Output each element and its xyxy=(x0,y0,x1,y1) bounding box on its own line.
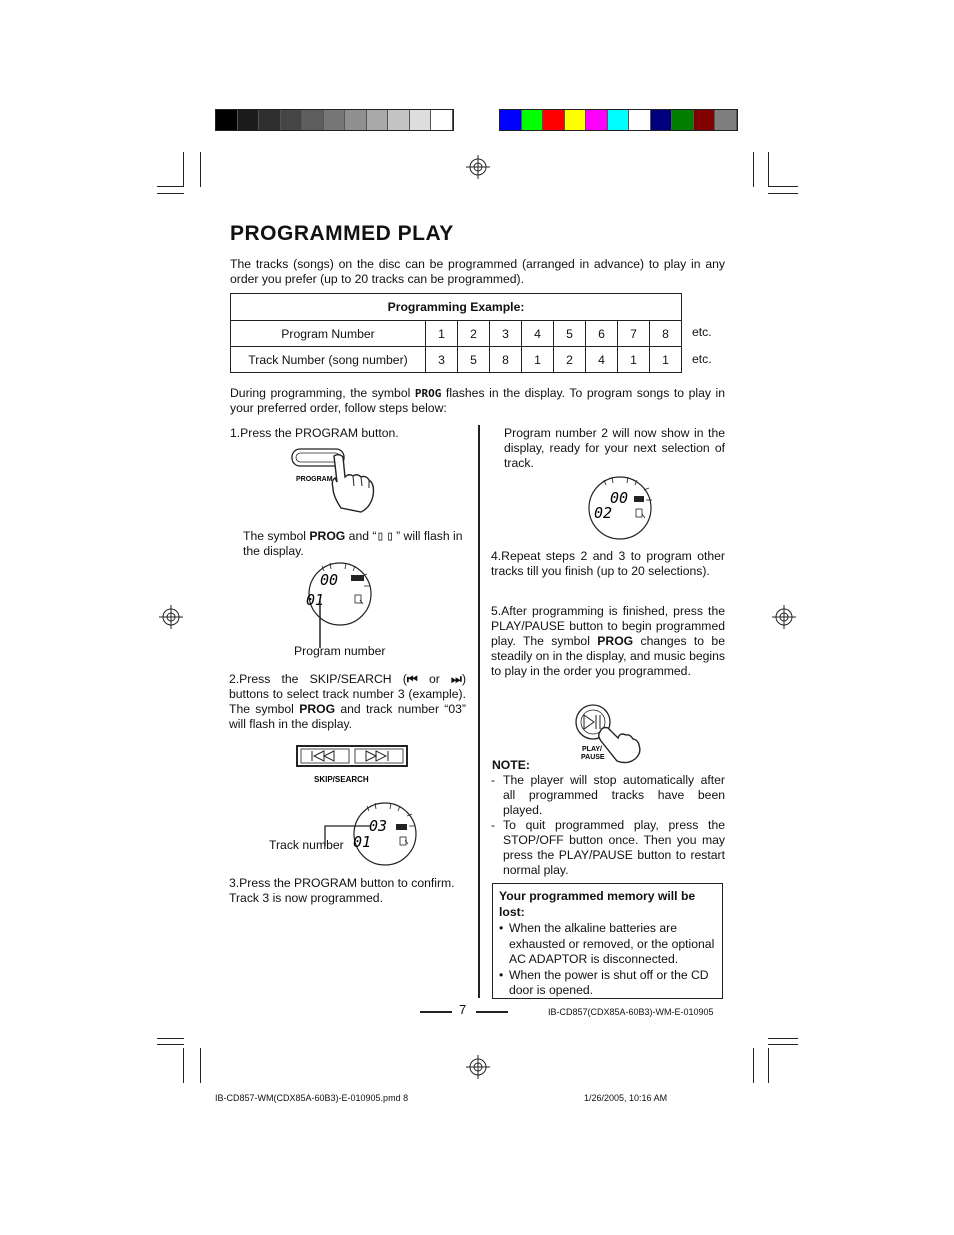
note-title: NOTE: xyxy=(492,758,530,772)
table-cell: 4 xyxy=(586,347,618,373)
color-swatch xyxy=(715,110,737,130)
table-cell: 2 xyxy=(554,347,586,373)
play-label-line2: PAUSE xyxy=(581,754,605,761)
table-cell: 2 xyxy=(458,321,490,347)
table-cell: 5 xyxy=(458,347,490,373)
lcd-display-1 xyxy=(300,560,380,630)
table-cell: 1 xyxy=(618,347,650,373)
right-intro: Program number 2 will now show in the display, ready for your next selection of track. xyxy=(504,426,725,470)
blank-digits-symbol: ▯▯ xyxy=(376,529,397,544)
color-swatch xyxy=(672,110,694,130)
color-swatch xyxy=(522,110,544,130)
table-cell: 1 xyxy=(522,347,554,373)
table-cell: 5 xyxy=(554,321,586,347)
gray-swatch xyxy=(345,110,367,130)
gray-swatch xyxy=(238,110,260,130)
registration-mark-bottom xyxy=(466,1055,490,1079)
grayscale-calibration-bar xyxy=(215,109,454,131)
doc-code: IB-CD857(CDX85A-60B3)-WM-E-010905 xyxy=(548,1007,714,1017)
table-cell: 8 xyxy=(650,321,682,347)
pointing-hand-icon xyxy=(599,728,640,763)
table-cell: 4 xyxy=(522,321,554,347)
lcd3-top-digits: 00 xyxy=(610,489,629,507)
prog-symbol: PROG xyxy=(414,387,442,400)
skip-back-icon: ⏮ xyxy=(406,672,418,686)
gray-swatch xyxy=(216,110,238,130)
color-swatch xyxy=(629,110,651,130)
registration-mark-right xyxy=(772,605,796,629)
color-swatch xyxy=(500,110,522,130)
table-cell: 3 xyxy=(490,321,522,347)
step-3: 3.Press the PROGRAM button to confirm. Track 3 is now programmed. xyxy=(229,876,455,905)
gray-swatch xyxy=(388,110,410,130)
skip-forward-icon: ⏭ xyxy=(450,672,462,686)
program-button-label: PROGRAM xyxy=(296,476,333,483)
table-cell: 1 xyxy=(650,347,682,373)
footer-filename: IB-CD857-WM(CDX85A-60B3)-E-010905.pmd 8 xyxy=(215,1093,409,1103)
color-swatch xyxy=(651,110,673,130)
gray-swatch xyxy=(259,110,281,130)
gray-swatch xyxy=(431,110,453,130)
row-label-program-number: Program Number xyxy=(231,321,426,347)
step-5: 5.After programming is finished, press the PLAY/PAUSE button to begin programmed play. The symbol PROG changes to be steadily on in the display, and music begins to play in the order you programmed. xyxy=(491,604,725,678)
table-cell: 3 xyxy=(426,347,458,373)
lcd-display-3 xyxy=(582,474,662,544)
note-item-2: - To quit programmed play, press the STOP/OFF button once. Then you may press the PLAY/PAUSE button to restart normal play. xyxy=(491,818,725,877)
memory-item-2: • When the power is shut off or the CD door is opened. xyxy=(499,968,717,999)
symbol-note: The symbol PROG and “▯▯” will flash in the display. xyxy=(243,529,463,558)
etc-row1: etc. xyxy=(692,325,712,339)
column-divider xyxy=(478,425,480,998)
etc-row2: etc. xyxy=(692,352,712,366)
intro-paragraph: The tracks (songs) on the disc can be programmed (arranged in advance) to play in any order you prefer (up to 20 tracks can be programmed). xyxy=(230,257,725,286)
page-number-rule-right xyxy=(476,1011,508,1013)
color-swatch xyxy=(565,110,587,130)
page-number: 7 xyxy=(459,1002,467,1017)
lcd2-bottom-digits: 01 xyxy=(353,833,372,851)
track-number-label: Track number xyxy=(269,838,344,852)
program-number-label: Program number xyxy=(294,644,386,658)
programming-example-table xyxy=(230,293,682,373)
gray-swatch xyxy=(410,110,432,130)
lcd3-bottom-digits: 02 xyxy=(594,504,613,522)
program-button-illustration xyxy=(290,446,385,516)
step-1: 1.Press the PROGRAM button. xyxy=(230,426,399,440)
registration-mark-left xyxy=(159,605,183,629)
play-pause-button-illustration xyxy=(574,702,654,762)
memory-warning-title: Your programmed memory will be lost: xyxy=(499,889,696,919)
lcd1-top-digits: 00 xyxy=(320,571,339,589)
skip-search-buttons-illustration xyxy=(296,745,411,787)
during-paragraph: During programming, the symbol PROG flashes in the display. To program songs to play in your preferred order, follow steps below: xyxy=(230,386,725,415)
gray-swatch xyxy=(367,110,389,130)
memory-warning-box xyxy=(492,883,723,999)
memory-item-1: • When the alkaline batteries are exhausted or removed, or the optional AC ADAPTOR is disconnected. xyxy=(499,921,717,968)
table-cell: 7 xyxy=(618,321,650,347)
skip-search-label: SKIP/SEARCH xyxy=(314,775,369,784)
color-calibration-bar xyxy=(499,109,738,131)
note-item-1: - The player will stop automatically after all programmed tracks have been played. xyxy=(491,773,725,817)
gray-swatch xyxy=(324,110,346,130)
note-list xyxy=(491,773,725,878)
table-cell: 1 xyxy=(426,321,458,347)
registration-mark-top xyxy=(466,155,490,179)
color-swatch xyxy=(586,110,608,130)
play-label-line1: PLAY/ xyxy=(582,746,602,753)
page-title: PROGRAMMED PLAY xyxy=(230,222,454,245)
color-swatch xyxy=(608,110,630,130)
color-swatch xyxy=(543,110,565,130)
program-number-pointer xyxy=(318,600,322,648)
footer-timestamp: 1/26/2005, 10:16 AM xyxy=(584,1093,668,1103)
table-cell: 8 xyxy=(490,347,522,373)
lcd1-bottom-digits: 01 xyxy=(306,591,325,609)
gray-swatch xyxy=(302,110,324,130)
table-cell: 6 xyxy=(586,321,618,347)
step-4: 4.Repeat steps 2 and 3 to program other tracks till you finish (up to 20 selections). xyxy=(491,549,725,578)
row-label-track-number: Track Number (song number) xyxy=(231,347,426,373)
pointing-hand-icon xyxy=(332,455,373,512)
table-header: Programming Example: xyxy=(231,294,682,321)
lcd2-top-digits: 03 xyxy=(369,817,388,835)
gray-swatch xyxy=(281,110,303,130)
page-number-rule-left xyxy=(420,1011,452,1013)
color-swatch xyxy=(694,110,716,130)
step-2: 2.Press the SKIP/SEARCH (⏮ or ⏭) buttons to select track number 3 (example). The symbol PROG and track number “03” will flash in the display. xyxy=(229,672,467,731)
